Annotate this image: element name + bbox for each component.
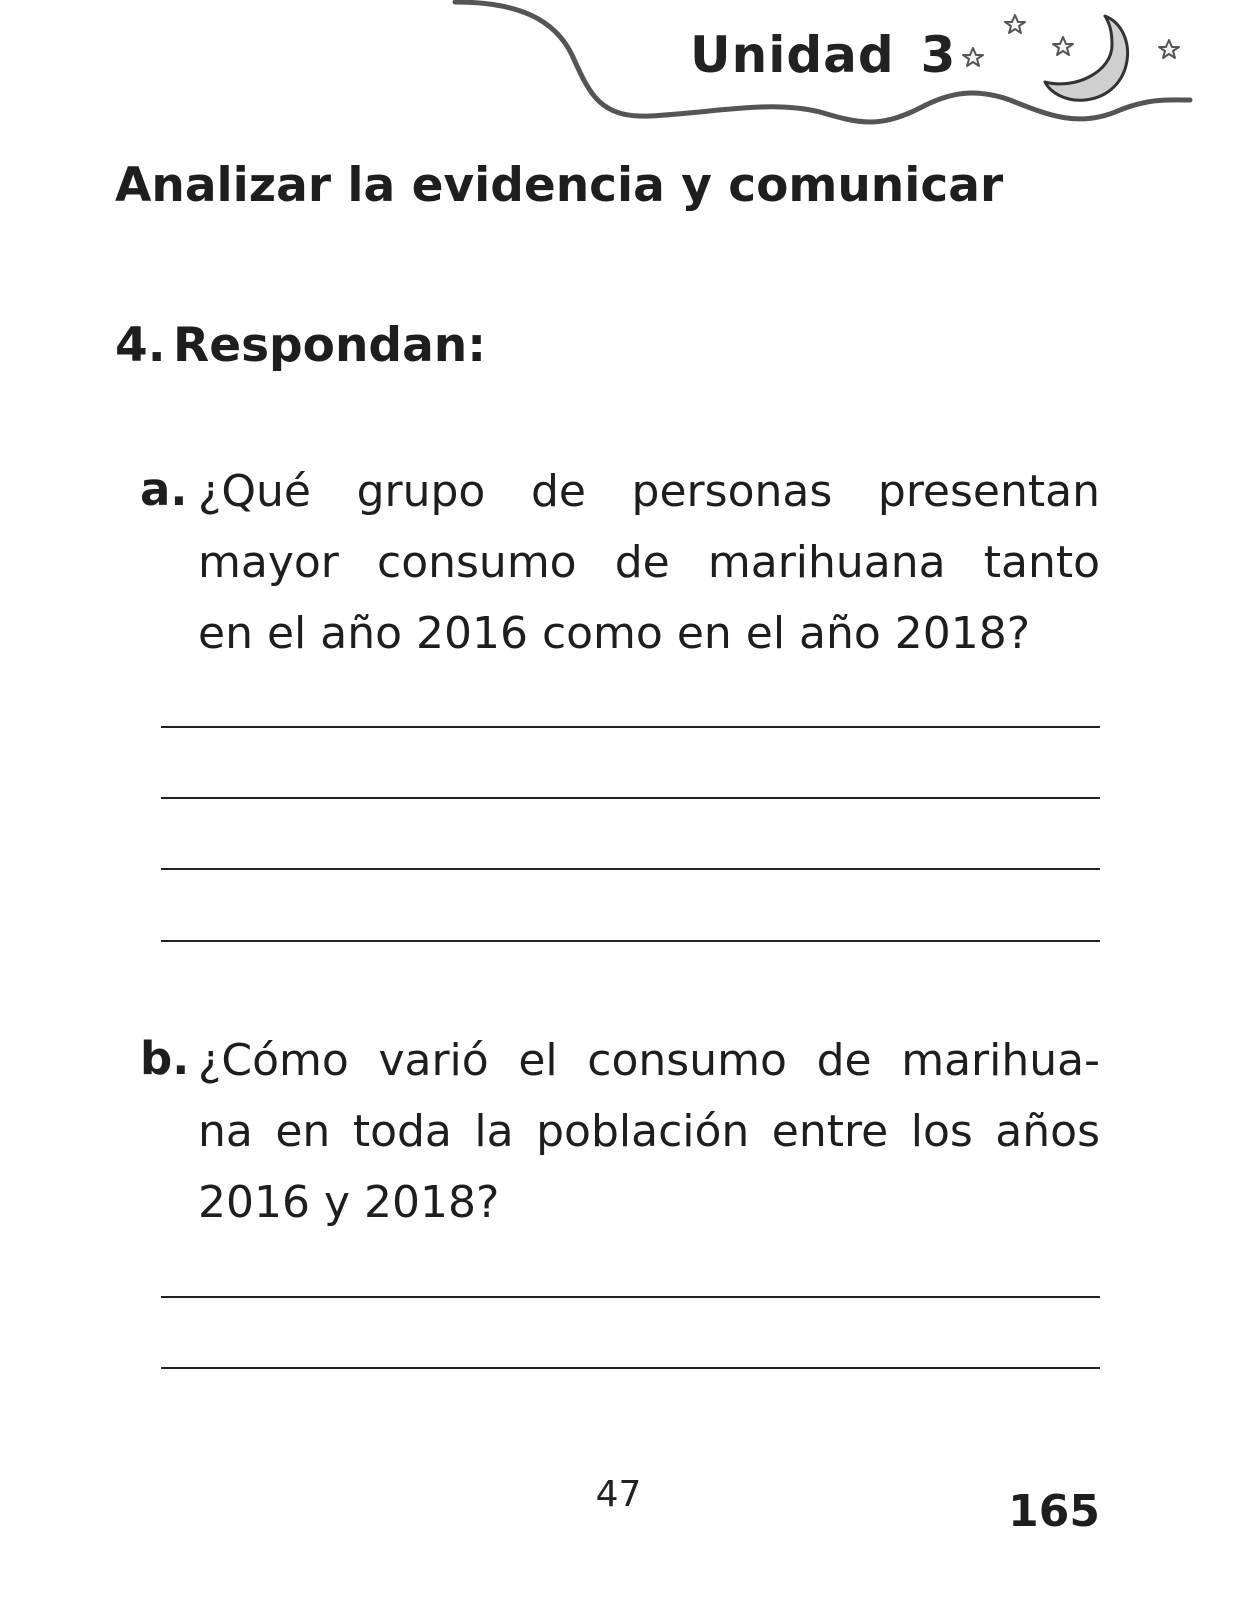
star-icon: [963, 48, 983, 66]
unit-number: 3: [920, 26, 957, 84]
answer-line[interactable]: [161, 797, 1100, 799]
answer-line[interactable]: [161, 940, 1100, 942]
question-heading: [115, 318, 486, 373]
answer-line[interactable]: [161, 1367, 1100, 1369]
header-decoration: [0, 0, 1237, 140]
item-b-line-3: 2016 y 2018?: [198, 1177, 500, 1228]
item-b-line-1: ¿Cómo varió el consumo de marihua-: [198, 1035, 1100, 1086]
unit-label: Unidad: [690, 26, 895, 84]
item-a-question: [198, 456, 1100, 669]
item-b-line-2: na en toda la población entre los años: [198, 1106, 1100, 1157]
item-b-question: [198, 1025, 1100, 1238]
item-a-line-1: ¿Qué grupo de personas presentan: [198, 466, 1100, 517]
page-number: 165: [1008, 1486, 1100, 1537]
item-b-letter: b.: [140, 1032, 190, 1085]
item-a-line-3: en el año 2016 como en el año 2018?: [198, 608, 1031, 659]
moon-icon: [1045, 16, 1128, 100]
section-title: Analizar la evidencia y comunicar: [115, 158, 1004, 213]
answer-line[interactable]: [161, 1296, 1100, 1298]
star-icon: [1053, 37, 1073, 55]
star-icon: [1005, 15, 1025, 33]
answer-line[interactable]: [161, 726, 1100, 728]
answer-line[interactable]: [161, 868, 1100, 870]
unit-title: [690, 26, 956, 84]
page-number-center: 47: [595, 1474, 642, 1515]
item-a-letter: a.: [140, 463, 188, 516]
question-number: 4.: [115, 318, 166, 373]
star-icon: [1159, 40, 1179, 58]
question-label: Respondan:: [173, 318, 487, 373]
item-a-line-2: mayor consumo de marihuana tanto: [198, 537, 1100, 588]
